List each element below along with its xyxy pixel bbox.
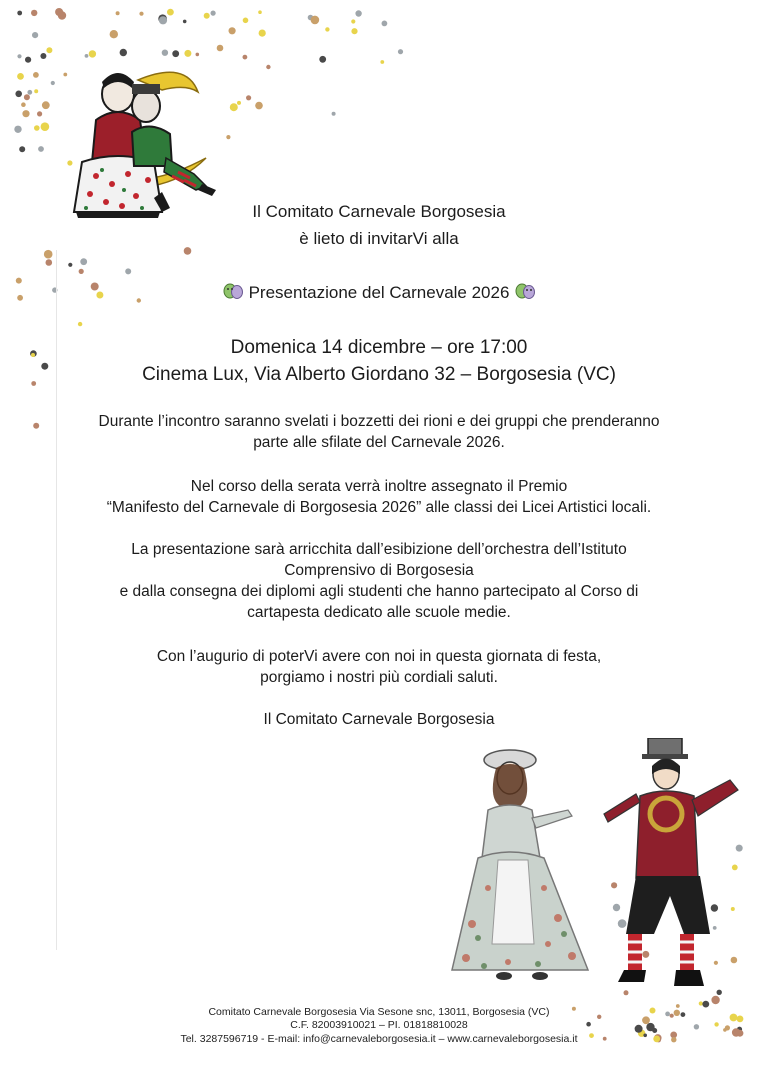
- confetti-dot: [217, 45, 224, 52]
- confetti-dot: [78, 322, 82, 326]
- confetti-dot: [17, 54, 21, 58]
- confetti-dot: [243, 18, 249, 24]
- confetti-dot: [25, 57, 31, 63]
- paragraph-1-line-2: parte alle sfilate del Carnevale 2026.: [253, 434, 505, 451]
- confetti-dot: [85, 54, 89, 58]
- confetti-dot: [311, 16, 320, 25]
- paragraph-4-line-2: porgiamo i nostri più cordiali saluti.: [260, 669, 498, 686]
- confetti-dot: [398, 49, 403, 54]
- confetti-dot: [196, 53, 200, 57]
- confetti-dot: [258, 10, 262, 14]
- confetti-dot: [308, 15, 314, 21]
- paragraph-3-line-1: La presentazione sarà arricchita dall’esibizione dell’orchestra dell’Istituto: [131, 541, 627, 558]
- confetti-dot: [46, 259, 53, 266]
- confetti-dot: [246, 95, 251, 100]
- confetti-dot: [237, 101, 241, 105]
- confetti-dot: [58, 11, 66, 19]
- footer-address: Comitato Carnevale Borgosesia Via Sesone snc, 13011, Borgosesia (VC): [208, 1006, 550, 1018]
- confetti-dot: [17, 73, 24, 80]
- confetti-dot: [89, 50, 96, 57]
- event-title-row: [0, 283, 758, 304]
- confetti-dot: [380, 60, 384, 64]
- confetti-dot: [332, 112, 336, 116]
- paragraph-3-line-4: cartapesta dedicato alle scuole medie.: [247, 604, 511, 621]
- confetti-dot: [167, 9, 174, 16]
- confetti-dot: [355, 10, 361, 16]
- confetti-dot: [79, 269, 84, 274]
- confetti-dot: [110, 30, 118, 38]
- confetti-dot: [55, 8, 63, 16]
- paragraph-1-line-1: Durante l’incontro saranno svelati i bozzetti dei rioni e dei gruppi che prenderanno: [98, 413, 660, 430]
- carnival-couple-illustration: [66, 62, 226, 222]
- event-date-time: Domenica 14 dicembre – ore 17:00: [230, 337, 528, 358]
- confetti-dot: [37, 111, 42, 116]
- signature: Il Comitato Carnevale Borgosesia: [263, 711, 495, 728]
- confetti-dot: [24, 94, 30, 100]
- confetti-dot: [319, 56, 326, 63]
- confetti-dot: [14, 126, 21, 133]
- confetti-dot: [41, 122, 50, 131]
- footer-contacts: Tel. 3287596719 - E-mail: info@carnevaleborgosesia.it – www.carnevaleborgosesia.it: [180, 1033, 578, 1045]
- confetti-dot: [51, 81, 55, 85]
- paragraph-4-line-1: Con l’augurio di poterVi avere con noi in questa giornata di festa,: [156, 648, 602, 665]
- confetti-dot: [17, 11, 22, 16]
- confetti-dot: [116, 11, 120, 15]
- confetti-dot: [34, 125, 40, 131]
- confetti-dot: [27, 90, 32, 95]
- confetti-dot: [325, 27, 329, 31]
- theater-masks-icon: [223, 283, 243, 304]
- paragraph-3-line-2: Comprensivo di Borgosesia: [284, 562, 474, 579]
- confetti-dot: [38, 146, 44, 152]
- invitation-from-line: Il Comitato Carnevale Borgosesia: [252, 202, 506, 221]
- dancing-couple-illustration: [448, 738, 748, 1018]
- confetti-dot: [21, 102, 26, 107]
- confetti-dot: [46, 47, 52, 53]
- confetti-dot: [226, 135, 230, 139]
- confetti-dot: [42, 101, 50, 109]
- confetti-dot: [80, 258, 87, 265]
- confetti-dot: [351, 28, 357, 34]
- confetti-dot: [34, 89, 38, 93]
- event-title: Presentazione del Carnevale 2026: [248, 283, 510, 302]
- confetti-dot: [204, 13, 210, 19]
- confetti-dot: [382, 21, 388, 27]
- confetti-dot: [40, 53, 46, 59]
- confetti-dot: [229, 27, 236, 34]
- confetti-dot: [243, 55, 248, 60]
- event-venue: Cinema Lux, Via Alberto Giordano 32 – Borgosesia (VC): [142, 364, 616, 385]
- confetti-dot: [125, 268, 131, 274]
- confetti-dot: [255, 102, 263, 110]
- confetti-dot: [211, 11, 216, 16]
- confetti-dot: [230, 103, 238, 111]
- paragraph-2-line-2: “Manifesto del Carnevale di Borgosesia 2026” alle classi dei Licei Artistici locali.: [106, 499, 652, 516]
- confetti-dot: [120, 49, 127, 56]
- confetti-dot: [158, 14, 167, 23]
- confetti-dot: [259, 29, 266, 36]
- invitation-intro-line: è lieto di invitarVi alla: [299, 229, 459, 248]
- paragraph-2-line-1: Nel corso della serata verrà inoltre assegnato il Premio: [190, 478, 568, 495]
- paragraph-3-line-3: e dalla consegna dei diplomi agli studenti che hanno partecipato al Corso di: [119, 583, 639, 600]
- confetti-dot: [183, 20, 187, 24]
- confetti-dot: [19, 146, 25, 152]
- confetti-dot: [266, 65, 270, 69]
- confetti-dot: [32, 32, 38, 38]
- confetti-dot: [172, 50, 179, 57]
- confetti-dot: [184, 50, 191, 57]
- confetti-dot: [68, 263, 72, 267]
- footer-tax-ids: C.F. 82003910021 – PI. 01818810028: [290, 1019, 468, 1031]
- confetti-dot: [22, 110, 29, 117]
- confetti-dot: [44, 250, 53, 259]
- confetti-dot: [33, 72, 39, 78]
- confetti-dot: [31, 10, 37, 16]
- confetti-dot: [351, 19, 355, 23]
- confetti-dot: [139, 12, 143, 16]
- confetti-dot: [159, 16, 167, 24]
- confetti-dot: [162, 50, 168, 56]
- confetti-dot: [15, 91, 22, 98]
- theater-masks-icon: [515, 283, 535, 304]
